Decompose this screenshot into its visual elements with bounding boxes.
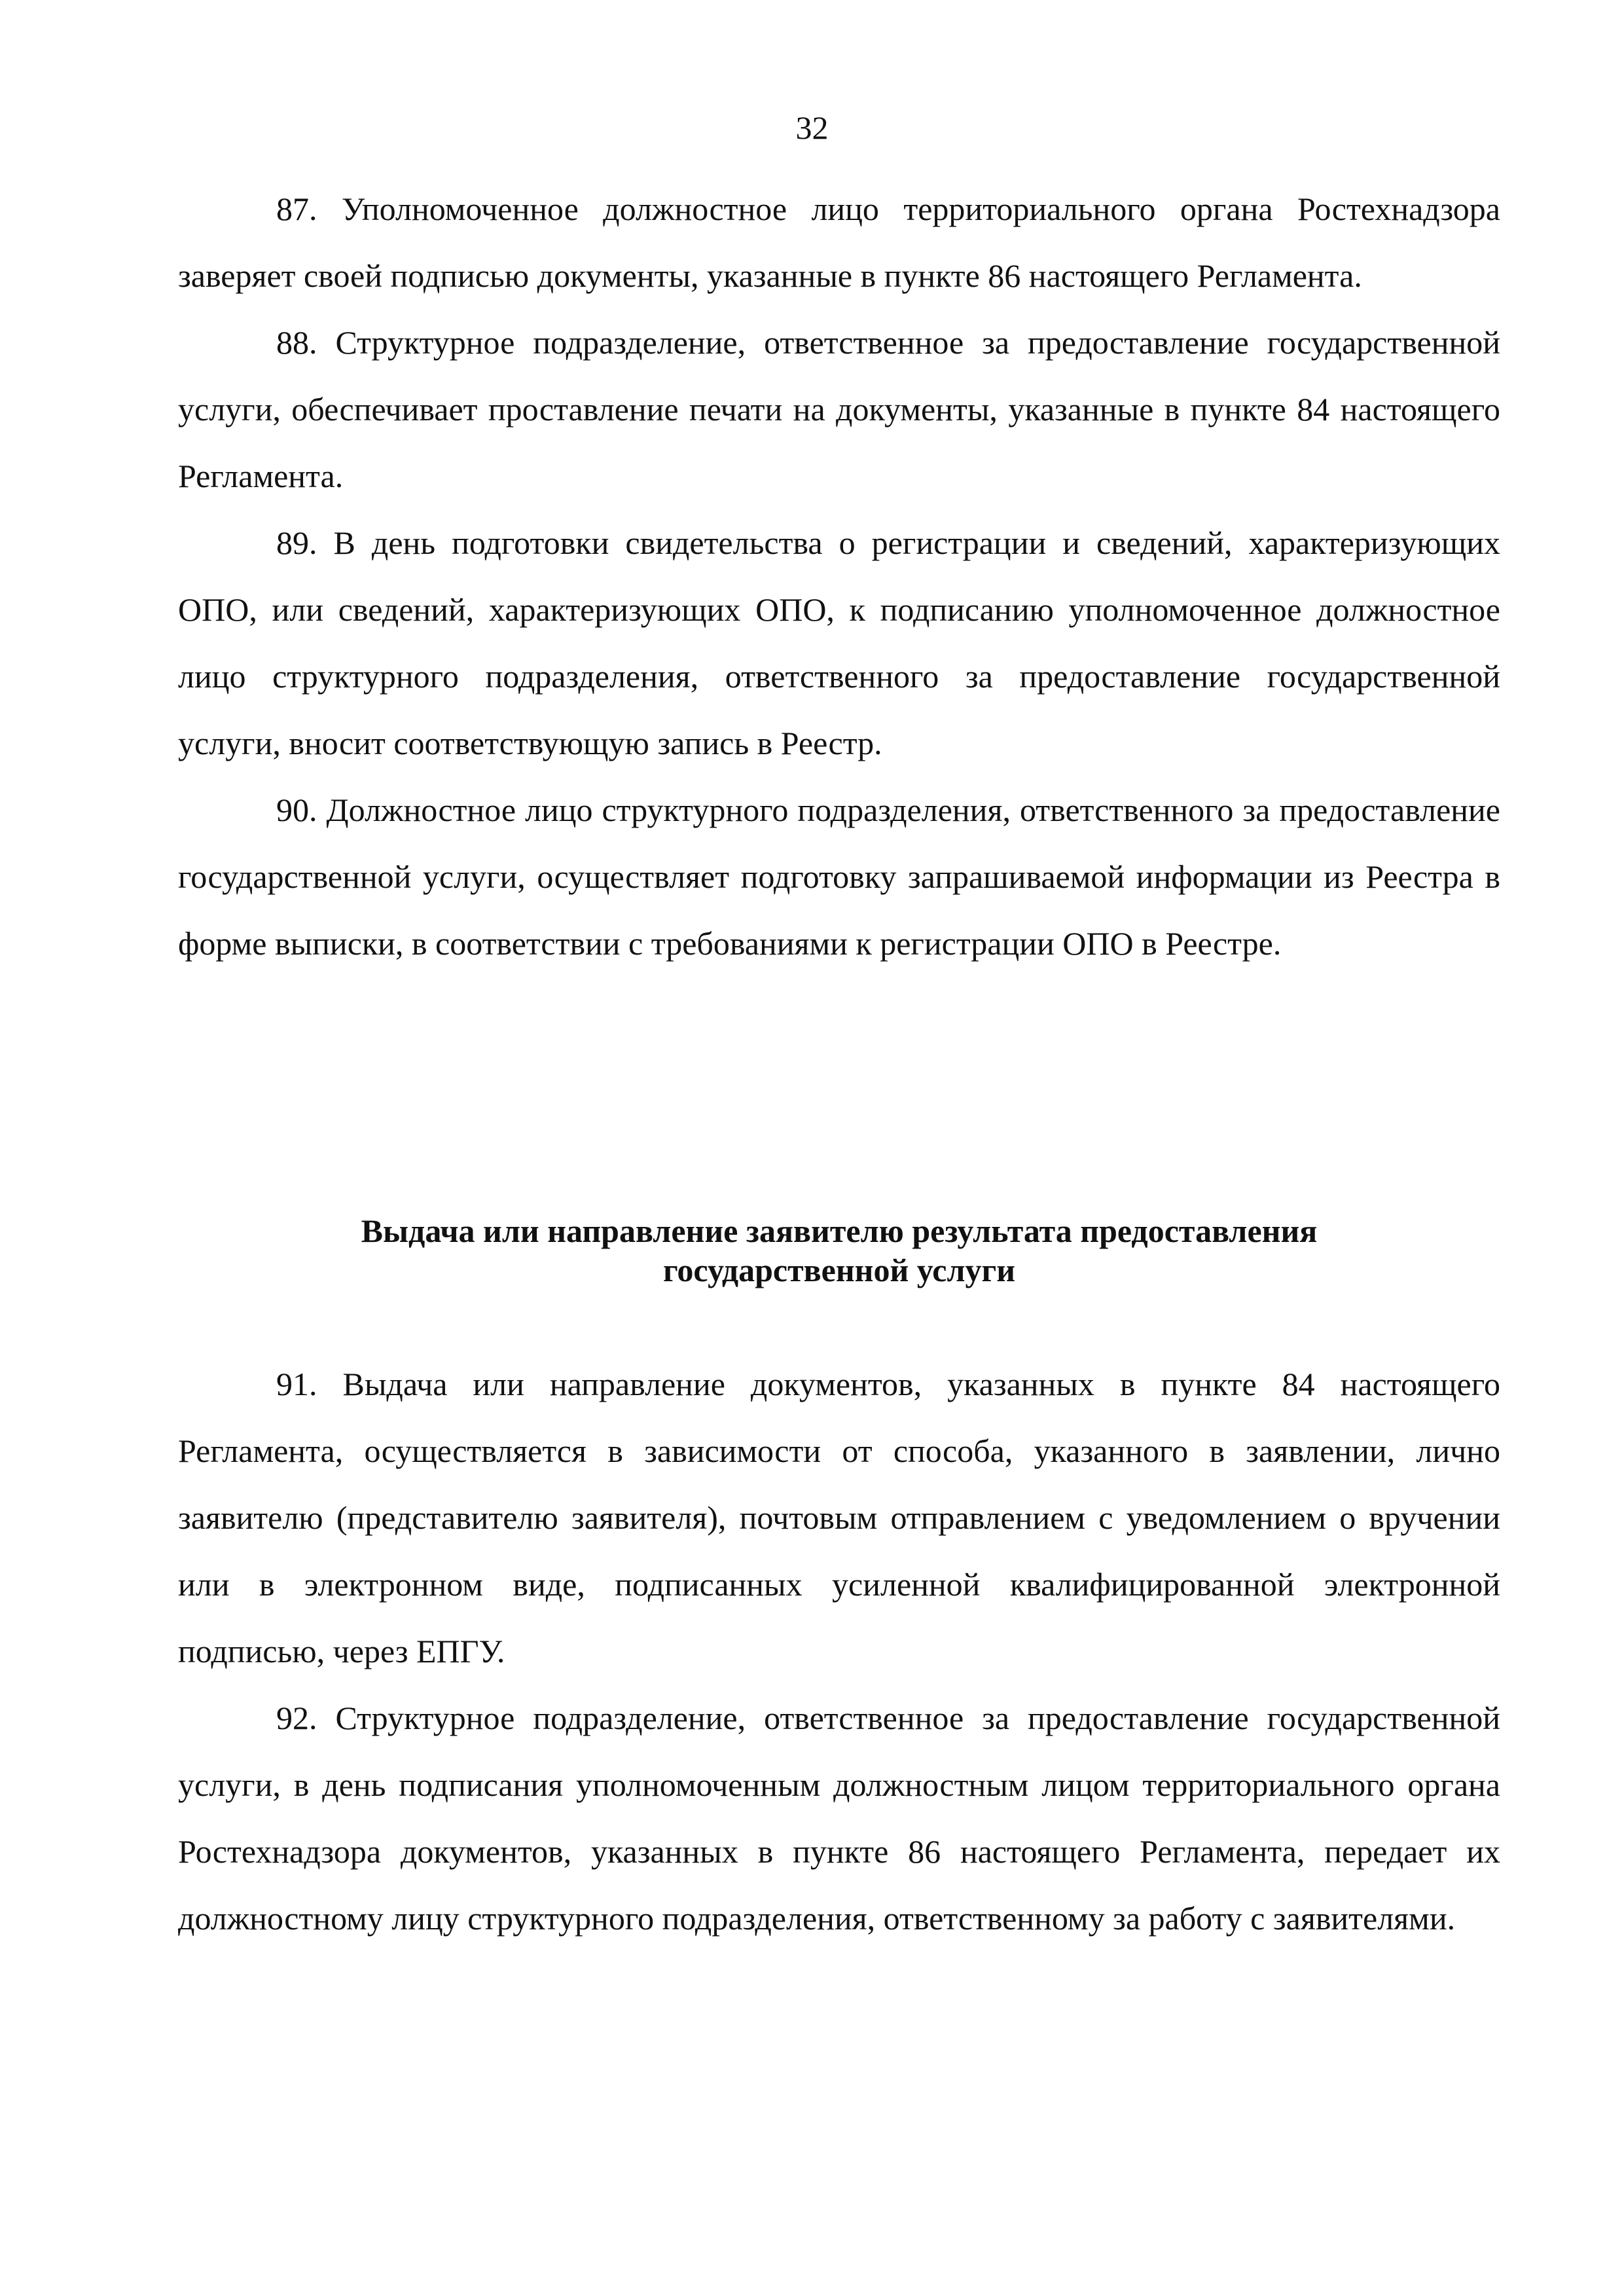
section-heading-line-2: государственной услуги — [662, 1252, 1016, 1288]
page-number: 32 — [795, 109, 829, 146]
paragraph-87: 87. Уполномоченное должностное лицо территориального органа Ростехнадзора заверяет своей подписью документы, указанные в пункте 86 настоящего Регламента. — [178, 191, 1500, 294]
paragraph-88: 88. Структурное подразделение, ответственное за предоставление государственной услуги, обеспечивает проставление печати на документы, указанные в пункте 84 настоящего Регламента. — [178, 324, 1500, 494]
section-heading-line-1: Выдача или направление заявителю результата предоставления — [361, 1212, 1318, 1249]
paragraph-90: 90. Должностное лицо структурного подразделения, ответственного за предоставление государственной услуги, осуществляет подготовку запрашиваемой информации из Реестра в форме выписки, в соответствии с требованиями к регистрации ОПО в Реестре. — [178, 792, 1500, 962]
section-heading — [178, 1211, 1500, 1290]
paragraph-92: 92. Структурное подразделение, ответственное за предоставление государственной услуги, в день подписания уполномоченным должностным лицом территориального органа Ростехнадзора документов, указанных в пункте 86 настоящего Регламента, передает их должностному лицу структурного подразделения, ответственному за работу с заявителями. — [178, 1700, 1500, 1937]
section-two — [178, 1351, 1500, 1952]
paragraph-91: 91. Выдача или направление документов, указанных в пункте 84 настоящего Регламента, осуществляется в зависимости от способа, указанного в заявлении, лично заявителю (представителю заявителя), почтовым отправлением с уведомлением о вручении или в электронном виде, подписанных усиленной квалифицированной электронной подписью, через ЕПГУ. — [178, 1366, 1500, 1669]
paragraph-89: 89. В день подготовки свидетельства о регистрации и сведений, характеризующих ОПО, или сведений, характеризующих ОПО, к подписанию уполномоченное должностное лицо структурного подразделения, ответственного за предоставление государственной услуги, вносит соответствующую запись в Реестр. — [178, 524, 1500, 761]
section-one — [178, 175, 1500, 977]
